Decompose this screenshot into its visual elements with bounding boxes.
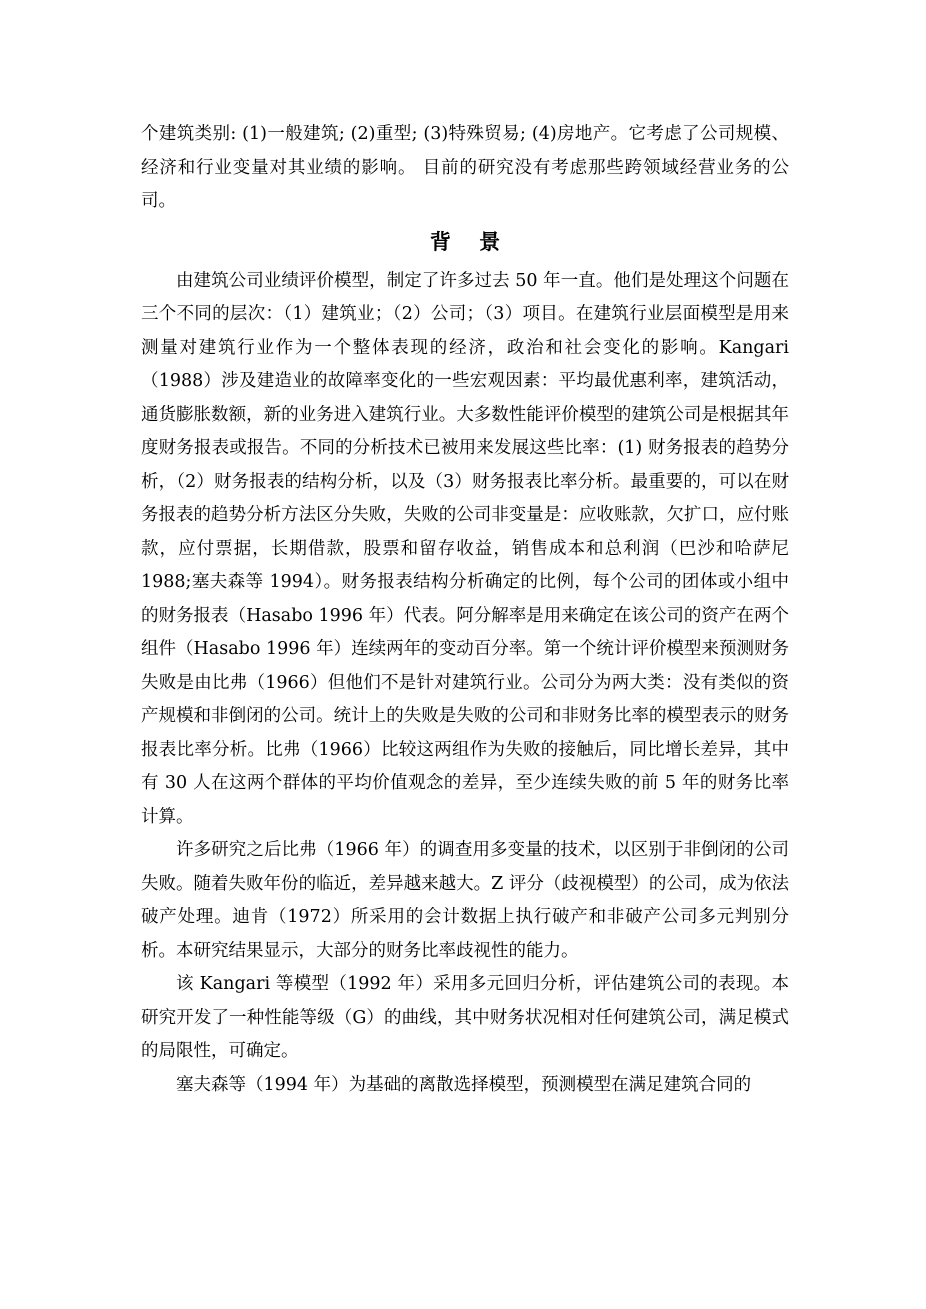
intro-paragraph: 个建筑类别: (1)一般建筑; (2)重型; (3)特殊贸易; (4)房地产。它考虑了公司规模、经济和行业变量对其业绩的影响。 目前的研究没有考虑那些跨领域经营业务的公司。: [141, 124, 789, 211]
paragraph-2: 许多研究之后比弗（1966 年）的调查用多变量的技术，以区别于非倒闭的公司失败。随着失败年份的临近，差异越来越大。Z 评分（歧视模型）的公司，成为依法破产处理。迪肯（1972）所采用的会计数据上执行破产和非破产公司多元判别分析。本研究结果显示，大部分的财务比率歧视性的能力。: [141, 840, 789, 961]
paragraph-3: 该 Kangari 等模型（1992 年）采用多元回归分析，评估建筑公司的表现。本研究开发了一种性能等级（G）的曲线，其中财务状况相对任何建筑公司，满足模式的局限性，可确定。: [141, 974, 789, 1061]
paragraph-4: 塞夫森等（1994 年）为基础的离散选择模型，预测模型在满足建筑合同的: [176, 1074, 752, 1095]
document-body: [141, 118, 789, 1102]
paragraph-1: 由建筑公司业绩评价模型，制定了许多过去 50 年一直。他们是处理这个问题在三个不同的层次：（1）建筑业；（2）公司；（3）项目。在建筑行业层面模型是用来测量对建筑行业作为一个整体表现的经济，政治和社会变化的影响。Kangari（1988）涉及建造业的故障率变化的一些宏观因素：平均最优惠利率，建筑活动，通货膨胀数额，新的业务进入建筑行业。大多数性能评价模型的建筑公司是根据其年度财务报表或报告。不同的分析技术已被用来发展这些比率：(1) 财务报表的趋势分析，（2）财务报表的结构分析，以及（3）财务报表比率分析。最重要的，可以在财务报表的趋势分析方法区分失败，失败的公司非变量是：应收账款，欠扩口，应付账款，应付票据，长期借款，股票和留存收益，销售成本和总利润（巴沙和哈萨尼 1988;塞夫森等 1994）。财务报表结构分析确定的比例，每个公司的团体或小组中的财务报表（Hasabo 1996 年）代表。阿分解率是用来确定在该公司的资产在两个组件（Hasabo 1996 年）连续两年的变动百分率。第一个统计评价模型来预测财务失败是由比弗（1966）但他们不是针对建筑行业。公司分为两大类：没有类似的资产规模和非倒闭的公司。统计上的失败是失败的公司和非财务比率的模型表示的财务报表比率分析。比弗（1966）比较这两组作为失败的接触后，同比增长差异，其中有 30 人在这两个群体的平均价值观念的差异，至少连续失败的前 5 年的财务比率计算。: [141, 270, 789, 827]
section-heading-background: 背 景: [429, 229, 511, 254]
